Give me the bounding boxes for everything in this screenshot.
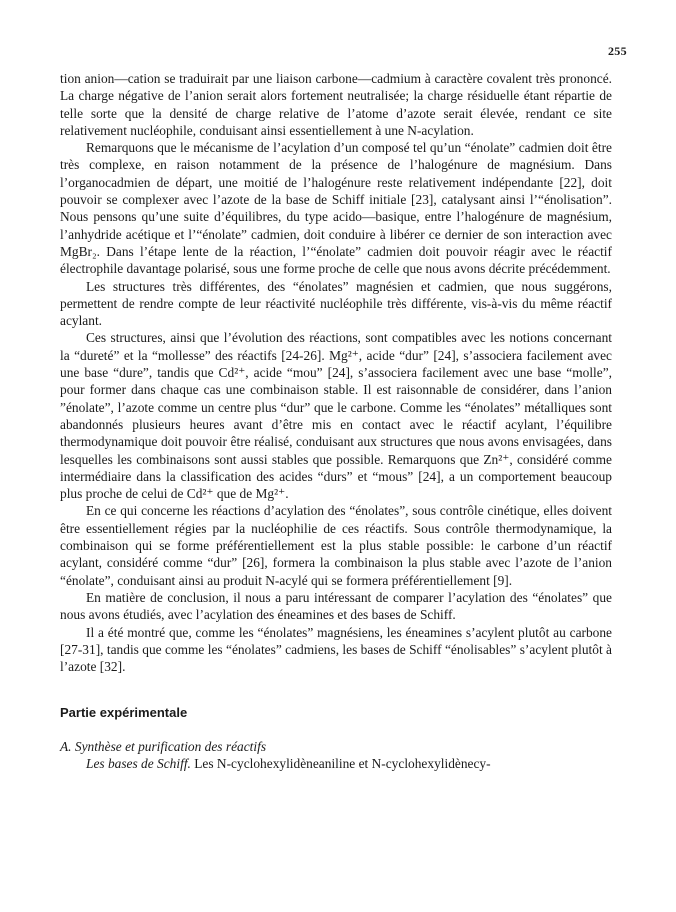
paragraph-conclusion: En matière de conclusion, il nous a paru intéressant de comparer l’acylation des “énolates” que nous avons étudiés, avec l’acylation des éneamines et des bases de Schiff. [60, 589, 612, 623]
paragraph-enolate-structures: Les structures très différentes, des “énolates” magnésien et cadmien, que nous suggérons, permettent de rendre compte de leur réactivité nucléophile très différente, vis-à-vis du même réactif acylant. [60, 278, 612, 329]
paragraph-continuation: tion anion—cation se traduirait par une liaison carbone—cadmium à caractère covalent très prononcé. La charge négative de l’anion serait alors fortement neutralisée; la charge résiduelle étant répartie de telle sorte que la densité de charge relative de l’atome d’azote serait élevée, rendant ce site relativement nucléophile, conduisant ainsi essentiellement à une N-acylation. [60, 71, 612, 138]
schiff-bases-text: Les N-cyclohexylidèneaniline et N-cyclohexylidènecy- [194, 755, 491, 771]
section-heading: Partie expérimentale [60, 705, 188, 721]
subsection-heading: A. Synthèse et purification des réactifs [60, 738, 267, 754]
schiff-bases-label: Les bases de Schiff. [86, 755, 191, 771]
paragraph-hard-soft-acids: Ces structures, ainsi que l’évolution des réactions, sont compatibles avec les notions concernant la “dureté” et la “mollesse” des réactifs [24-26]. Mg²⁺, acide “dur” [24], s’associera facilement avec une base “dure”, tandis que Cd²⁺, acide “mou” [24], s’associera facilement avec une base “molle”, pour former dans chaque cas une combinaison stable. Il est raisonnable de considérer, dans l’anion ”énolate”, l’azote comme un centre plus “dur” que le carbone. Comme les “énolates” métalliques sont abandonnés plusieurs heures avant d’être mis en contact avec le réactif acylant, l’équilibre thermodynamique doit pouvoir être réalisé, conduisant aux structures que nous avons envisagées, dans lesquelles les combinaisons sont aussi stables que possible. Remarquons que Zn²⁺, considéré comme intermédiaire dans la classification des acides “durs” et “mous” [24], a un comportement beaucoup plus proche de celui de Cd²⁺ que de Mg²⁺. [60, 330, 612, 502]
paragraph-acylation-mechanism: Remarquons que le mécanisme de l’acylation d’un composé tel qu’un “énolate” cadmien doit être très complexe, en raison notamment de la présence de l’halogénure de magnésium. Dans l’organocadmien de départ, une moitié de l’halogénure reste relativement indépendante [22], doit pouvoir se complexer avec l’azote de la base de Schiff initiale [23], catalysant ainsi l’“énolisation”. Nous pensons qu’une suite d’équilibres, du type acido—basique, entre l’halogénure de magnésium, l’anhydride acétique et l’“énolate” cadmien, doit conduire à libérer ce dernier de son interaction avec MgBr₂. Dans l’étape lente de la réaction, l’“énolate” cadmien doit pouvoir réagir avec le réactif électrophile davantage polarisé, sous une forme proche de celle que nous avons décrite précédemment. [60, 140, 612, 277]
paragraph-kinetic-control: En ce qui concerne les réactions d’acylation des “énolates”, sous contrôle cinétique, elles doivent être essentiellement régies par la nucléophilie de ces réactifs. Sous contrôle thermodynamique, la combinaison qui se forme préférentiellement est la plus stable possible: le carbone d’un réactif acylant, considéré comme “dur” [26], formera la combinaison la plus stable avec l’azote de l’anion “énolate”, conduisant ainsi au produit N-acylé qui se formera préférentiellement [9]. [60, 503, 612, 588]
paragraph-eneamines: Il a été montré que, comme les “énolates” magnésiens, les éneamines s’acylent plutôt au carbone [27-31], tandis que comme les “énolates” cadmiens, les bases de Schiff “énolisables” s’acylent plutôt à l’azote [32]. [60, 624, 612, 675]
schiff-bases-line [60, 755, 612, 772]
article-body [60, 70, 612, 772]
page-number: 255 [608, 44, 627, 58]
